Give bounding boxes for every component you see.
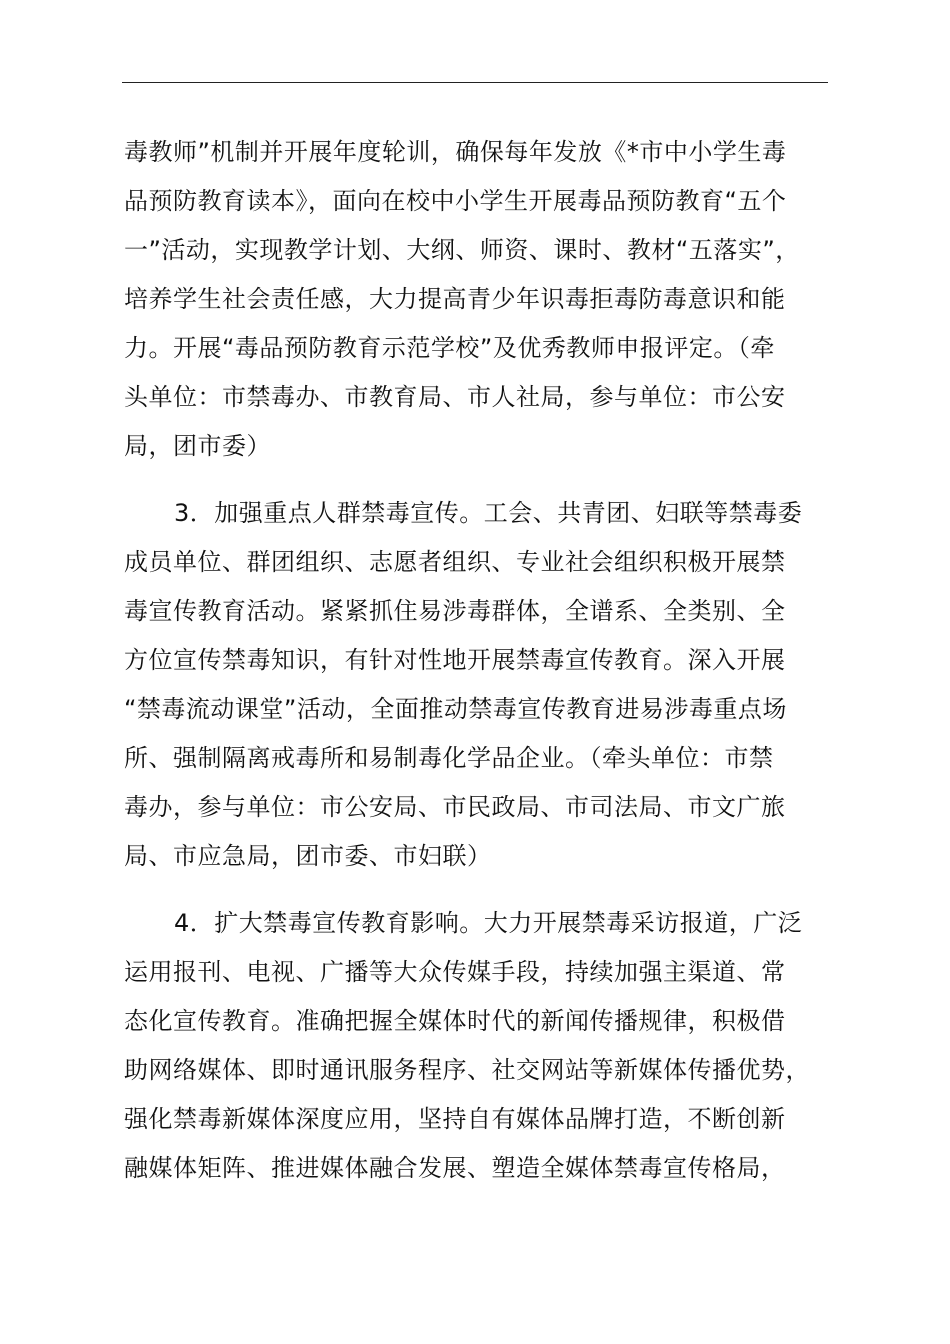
- text-line: 力。开展“毒品预防教育示范学校”及优秀教师申报评定。（牵: [124, 334, 775, 362]
- text-line: 培养学生社会责任感，大力提高青少年识毒拒毒防毒意识和能: [124, 285, 786, 313]
- text-line: 运用报刊、电视、广播等大众传媒手段，持续加强主渠道、常: [124, 958, 786, 986]
- text-line: 态化宣传教育。准确把握全媒体时代的新闻传播规律，积极借: [124, 1007, 786, 1035]
- text-line-content: 4．扩大禁毒宣传教育影响。大力开展禁毒采访报道，广泛: [174, 909, 803, 937]
- text-line: “禁毒流动课堂”活动，全面推动禁毒宣传教育进易涉毒重点场: [124, 695, 787, 723]
- paragraph-item-4: [124, 899, 830, 1193]
- text-line: 强化禁毒新媒体深度应用，坚持自有媒体品牌打造，不断创新: [124, 1105, 786, 1133]
- text-line-first: [124, 899, 830, 948]
- text-line-first: [124, 489, 830, 538]
- text-line: 毒办，参与单位：市公安局、市民政局、市司法局、市文广旅: [124, 793, 786, 821]
- text-line: 所、强制隔离戒毒所和易制毒化学品企业。（牵头单位：市禁: [124, 744, 774, 772]
- text-line-content: 3．加强重点人群禁毒宣传。工会、共青团、妇联等禁毒委: [174, 499, 803, 527]
- page-body: [124, 128, 830, 1193]
- text-line: 毒宣传教育活动。紧紧抓住易涉毒群体，全谱系、全类别、全: [124, 597, 786, 625]
- text-line: 成员单位、群团组织、志愿者组织、专业社会组织积极开展禁: [124, 548, 786, 576]
- paragraph-item-3: [124, 489, 830, 881]
- text-line: 融媒体矩阵、推进媒体融合发展、塑造全媒体禁毒宣传格局，: [124, 1154, 786, 1182]
- text-line: 一”活动，实现教学计划、大纲、师资、课时、教材“五落实”，: [124, 236, 800, 264]
- text-line: 头单位：市禁毒办、市教育局、市人社局，参与单位：市公安: [124, 383, 786, 411]
- header-rule: [122, 82, 828, 83]
- text-line: 局，团市委）: [124, 432, 271, 460]
- text-line: 方位宣传禁毒知识，有针对性地开展禁毒宣传教育。深入开展: [124, 646, 786, 674]
- text-line: 局、市应急局，团市委、市妇联）: [124, 842, 492, 870]
- text-line: 毒教师”机制并开展年度轮训，确保每年发放《*市中小学生毒: [124, 138, 787, 166]
- paragraph-continuation: [124, 128, 830, 471]
- text-line: 助网络媒体、即时通讯服务程序、社交网站等新媒体传播优势，: [124, 1056, 810, 1084]
- text-line: 品预防教育读本》，面向在校中小学生开展毒品预防教育“五个: [124, 187, 787, 215]
